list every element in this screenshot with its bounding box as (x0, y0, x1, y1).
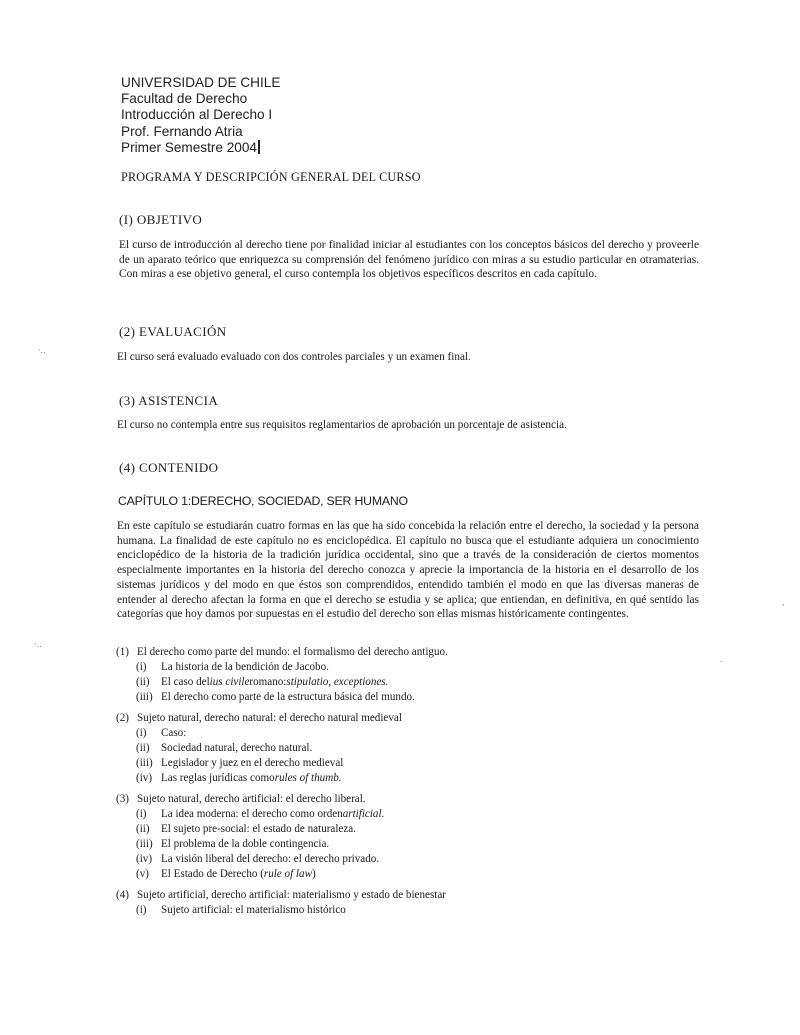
course-name: Introducción al Derecho I (121, 107, 273, 123)
subtopic-item: (ii) Sociedad natural, derecho natural. (136, 742, 313, 754)
professor-name: Prof. Fernando Atria (121, 123, 243, 139)
scan-speck: ' (782, 603, 785, 612)
topic-title: (1) El derecho como parte del mundo: el formalismo del derecho antiguo. (116, 646, 448, 658)
subtopic-item: (iii) El problema de la doble contingencia. (136, 838, 330, 850)
topic-group (116, 888, 636, 918)
topic-title: (2) Sujeto natural, derecho natural: el derecho natural medieval (116, 712, 402, 724)
scan-speck: ·.. (34, 640, 42, 649)
subtopic-item: (iii) El derecho como parte de la estructura básica del mundo. (136, 691, 415, 703)
section-heading-evaluacion: (2) EVALUACIÓN (119, 324, 227, 339)
subtopic-item: (iii) Legislador y juez en el derecho medieval (136, 757, 344, 769)
chapter-1-intro: En este capítulo se estudiarán cuatro formas en las que ha sido concebida la relación entre el derecho, la sociedad y la persona humana. La finalidad de este capítulo no es enciclopédica. El capítulo no busca que el estudiante adquiera un conocimiento enciclopédico de la historia de la tradición jurídica occidental, sino que a través de la consideración de ciertos momentos especialmente importantes en la historia del derecho conozca y aprecie la importancia de la historia en el desarrollo de los sistemas jurídicos y del modo en que éstos son comprendidos, entendido también el modo en que las diversas maneras de entender al derecho afectan la forma en que el derecho se estudia y se aplica; que entiendan, en definitiva, en qué sentido las categorías que hoy damos por supuestas en el estudio del derecho son ellas mismas históricamente contingentes. (117, 520, 699, 621)
text-cursor-mark (258, 140, 260, 154)
subtopic-item: (v) El Estado de Derecho ( rule of law ) (136, 868, 316, 880)
scan-speck: . (720, 655, 723, 664)
document-header (121, 75, 280, 156)
section-text-objetivo: El curso de introducción al derecho tiene por finalidad iniciar al estudiantes con los conceptos básicos del derecho y proveerle de un aparato teórico que enriquezca su comprensión del fenómeno jurídico con miras a su estudio particular en otramaterias. Con miras a ese objetivo general, el curso contempla los objetivos específicos descritos en cada capítulo. (119, 239, 699, 281)
subtopic-item: (i) Sujeto artificial: el materialismo histórico (136, 904, 346, 916)
subtopic-item: (i) La historia de la bendición de Jacobo. (136, 661, 329, 673)
subtopic-item: (ii) El caso del ius civile romano: stipulatio, exceptiones. (136, 676, 389, 688)
scan-speck: ·.. (38, 346, 46, 355)
section-text-asistencia: El curso no contempla entre sus requisitos reglamentarios de aprobación un porcentaje de asistencia. (117, 419, 567, 431)
subtopic-item: (i) La idea moderna: el derecho como orden artificial. (136, 808, 385, 820)
chapter-1-title: CAPÍTULO 1:DERECHO, SOCIEDAD, SER HUMANO (118, 494, 408, 508)
faculty-name: Facultad de Derecho (121, 91, 248, 107)
topic-title: (4) Sujeto artificial, derecho artificial: materialismo y estado de bienestar (116, 889, 446, 901)
section-heading-objetivo: (I) OBJETIVO (119, 212, 203, 227)
section-heading-asistencia: (3) ASISTENCIA (119, 393, 219, 408)
topic-group (116, 711, 636, 786)
semester-line (121, 140, 280, 156)
topic-title: (3) Sujeto natural, derecho artificial: el derecho liberal. (116, 793, 366, 805)
subtopic-item: (i) Caso: (136, 727, 187, 739)
semester-text: Primer Semestre 2004 (121, 139, 257, 155)
topic-group (116, 645, 636, 705)
university-name: UNIVERSIDAD DE CHILE (121, 75, 281, 90)
section-heading-contenido: (4) CONTENIDO (119, 460, 219, 475)
chapter-1-topics (116, 645, 636, 924)
subtopic-item: (iv) Las reglas jurídicas como rules of thumb. (136, 772, 342, 784)
document-title: PROGRAMA Y DESCRIPCIÓN GENERAL DEL CURSO (121, 170, 421, 184)
subtopic-item: (iv) La visión liberal del derecho: el derecho privado. (136, 853, 380, 865)
subtopic-item: (ii) El sujeto pre-social: el estado de naturaleza. (136, 823, 356, 835)
topic-group (116, 792, 636, 882)
section-text-evaluacion: El curso será evaluado evaluado con dos controles parciales y un examen final. (117, 351, 471, 363)
